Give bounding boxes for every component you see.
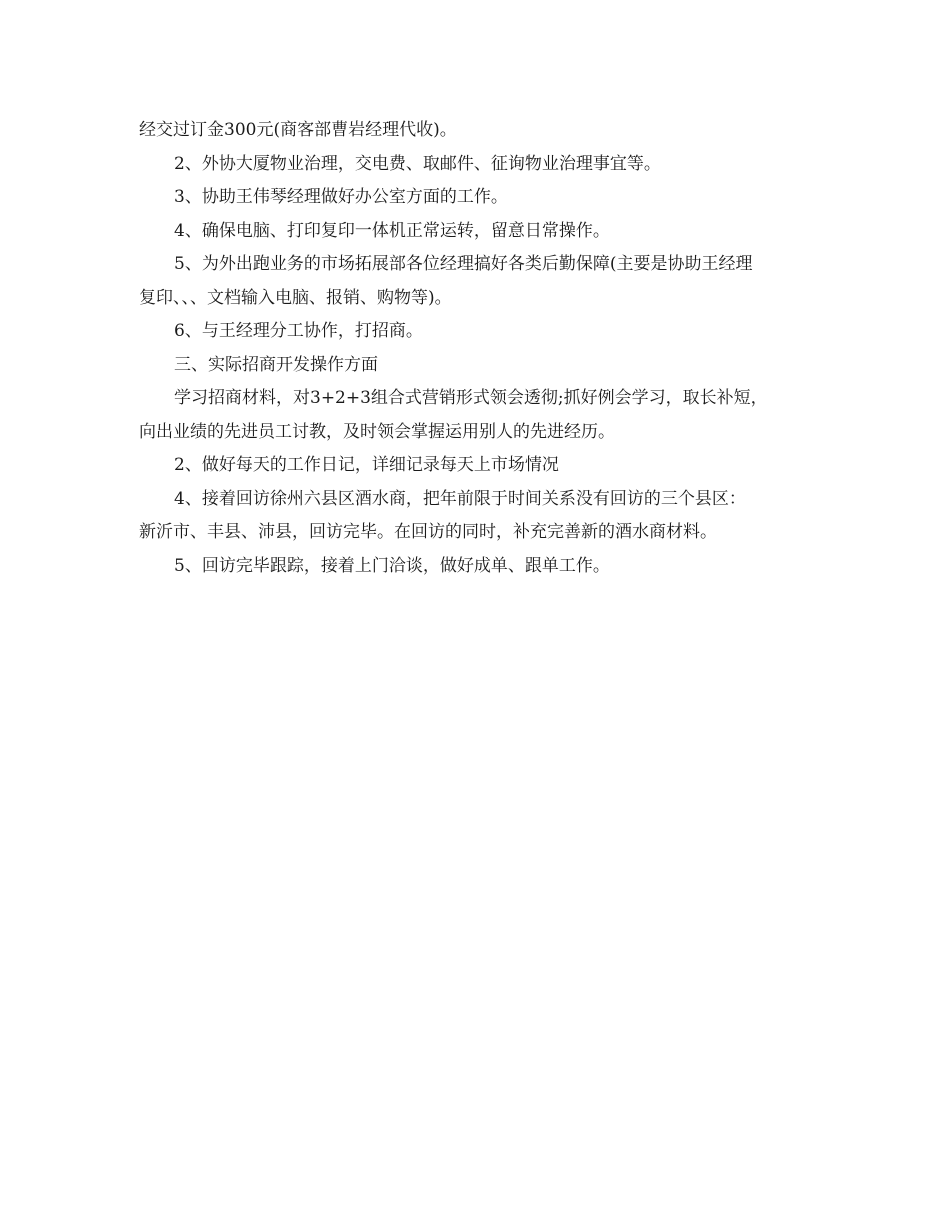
list-item: 6、与王经理分工协作，打招商。: [174, 321, 423, 341]
text-line: 向出业绩的先进员工讨教，及时领会掌握运用别人的先进经历。: [139, 421, 615, 442]
text-line: 经交过订金300元(商客部曹岩经理代收)。: [139, 120, 457, 140]
list-item: 5、为外出跑业务的市场拓展部各位经理搞好各类后勤保障(主要是协助王经理: [174, 254, 753, 274]
list-item: 3、协助王伟琴经理做好办公室方面的工作。: [174, 187, 508, 207]
paragraph-line: 学习招商材料，对3+2+3组合式营销形式领会透彻;抓好例会学习，取长补短，: [174, 388, 768, 408]
document-body: [139, 114, 829, 583]
list-item: 2、做好每天的工作日记，详细记录每天上市场情况: [174, 455, 559, 475]
list-item: 2、外协大厦物业治理，交电费、取邮件、征询物业治理事宜等。: [174, 153, 661, 174]
list-item: 4、接着回访徐州六县区酒水商，把年前限于时间关系没有回访的三个县区：: [174, 488, 746, 509]
section-heading: 三、实际招商开发操作方面: [174, 354, 378, 375]
list-item: 4、确保电脑、打印复印一体机正常运转，留意日常操作。: [174, 220, 610, 241]
list-item: 5、回访完毕跟踪，接着上门洽谈，做好成单、跟单工作。: [174, 555, 610, 576]
text-line: 新沂市、丰县、沛县，回访完毕。在回访的同时，补充完善新的酒水商材料。: [139, 522, 717, 542]
text-line: 复印、、、文档输入电脑、报销、购物等)。: [139, 287, 452, 308]
